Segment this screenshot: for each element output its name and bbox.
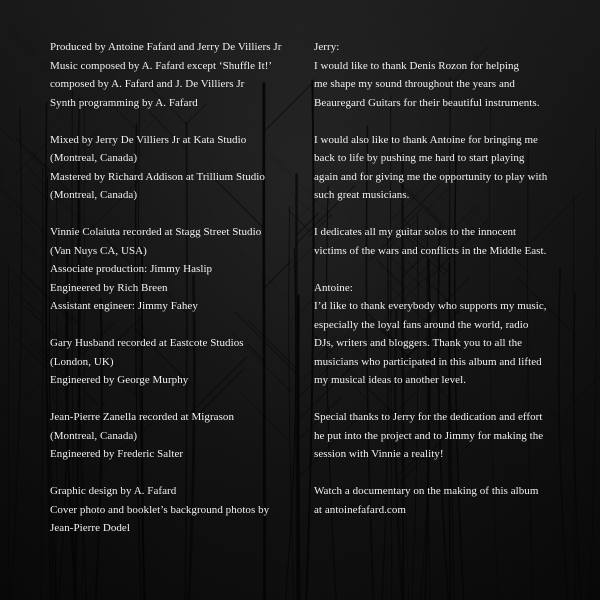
credits-text-line: Engineered by Frederic Salter — [50, 448, 184, 460]
credits-paragraph — [50, 38, 305, 112]
thanks-paragraph — [314, 482, 594, 519]
thanks-paragraph — [314, 408, 594, 464]
thanks-paragraph — [314, 279, 594, 390]
thanks-text-line: again and for giving me the opportunity to play with — [314, 170, 548, 183]
credits-text-line: Assistant engineer: Jimmy Fahey — [50, 300, 198, 312]
credits-paragraph — [50, 334, 305, 390]
credits-text-line: Associate production: Jimmy Haslip — [50, 263, 213, 275]
credits-text-line: composed by A. Fafard and J. De Villiers Jr — [50, 78, 245, 90]
thanks-text-line: such great musicians. — [314, 189, 410, 201]
thanks-text-line: Antoine: — [314, 281, 353, 294]
thanks-text-line: he put into the project and to Jimmy for making the — [314, 429, 544, 442]
credits-paragraph — [50, 223, 305, 316]
credits-text-line: Engineered by Rich Breen — [50, 281, 168, 294]
thanks-text-line: Watch a documentary on the making of this album — [314, 485, 539, 497]
credits-text-line: Music composed by A. Fafard except ‘Shuffle It!’ — [50, 59, 273, 72]
thanks-paragraph — [314, 131, 594, 205]
credits-text-line: Graphic design by A. Fafard — [50, 485, 177, 497]
thanks-text-line: my musical ideas to another level. — [314, 374, 466, 386]
credits-text-line: (Montreal, Canada) — [50, 152, 138, 164]
credits-paragraph — [50, 408, 305, 464]
credits-paragraph — [50, 482, 305, 538]
thanks-text-line: Special thanks to Jerry for the dedication and effort — [314, 411, 543, 423]
credits-text-line: (Montreal, Canada) — [50, 189, 138, 201]
thanks-text-line: at antoinefafard.com — [314, 503, 407, 516]
thanks-text-line: victims of the wars and conflicts in the Middle East. — [314, 244, 547, 257]
thanks-text-line: I would also like to thank Antoine for bringing me — [314, 133, 538, 146]
thanks-paragraph — [314, 38, 594, 112]
credits-text-line: (Van Nuys CA, USA) — [50, 244, 147, 257]
credits-text-line: (London, UK) — [50, 355, 114, 368]
credits-text-line: Engineered by George Murphy — [50, 374, 189, 386]
credits-text-line: Mixed by Jerry De Villiers Jr at Kata Studio — [50, 133, 247, 146]
credits-text-line: Jean-Pierre Dodel — [50, 522, 130, 534]
thanks-text-line: Beauregard Guitars for their beautiful instruments. — [314, 96, 540, 109]
thanks-paragraph — [314, 223, 594, 260]
credits-column — [50, 38, 305, 556]
thanks-text-line: musicians who participated in this album and lifted — [314, 355, 542, 368]
credits-paragraph — [50, 131, 305, 205]
credits-text-line: (Montreal, Canada) — [50, 429, 138, 442]
credits-text-line: Synth programming by A. Fafard — [50, 96, 198, 109]
thanks-column — [314, 38, 594, 538]
credits-text-line: Gary Husband recorded at Eastcote Studios — [50, 337, 244, 349]
thanks-text-line: me shape my sound throughout the years and — [314, 78, 515, 90]
thanks-text-line: back to life by pushing me hard to start playing — [314, 152, 525, 164]
credits-text-line: Vinnie Colaiuta recorded at Stagg Street Studio — [50, 226, 262, 238]
thanks-text-line: especially the loyal fans around the world, radio — [314, 318, 529, 331]
credits-text-line: Jean-Pierre Zanella recorded at Migrason — [50, 411, 235, 423]
thanks-text-line: I would like to thank Denis Rozon for helping — [314, 59, 520, 72]
thanks-text-line: I’d like to thank everybody who supports my music, — [314, 300, 547, 312]
thanks-text-line: Jerry: — [314, 41, 340, 53]
thanks-text-line: DJs, writers and bloggers. Thank you to all the — [314, 337, 523, 349]
credits-text-line: Produced by Antoine Fafard and Jerry De Villiers Jr — [50, 41, 282, 53]
thanks-text-line: I dedicates all my guitar solos to the innocent — [314, 226, 517, 238]
credits-text-line: Mastered by Richard Addison at Trillium Studio — [50, 170, 265, 183]
thanks-text-line: session with Vinnie a reality! — [314, 448, 444, 460]
credits-text-line: Cover photo and booklet’s background photos by — [50, 503, 270, 516]
